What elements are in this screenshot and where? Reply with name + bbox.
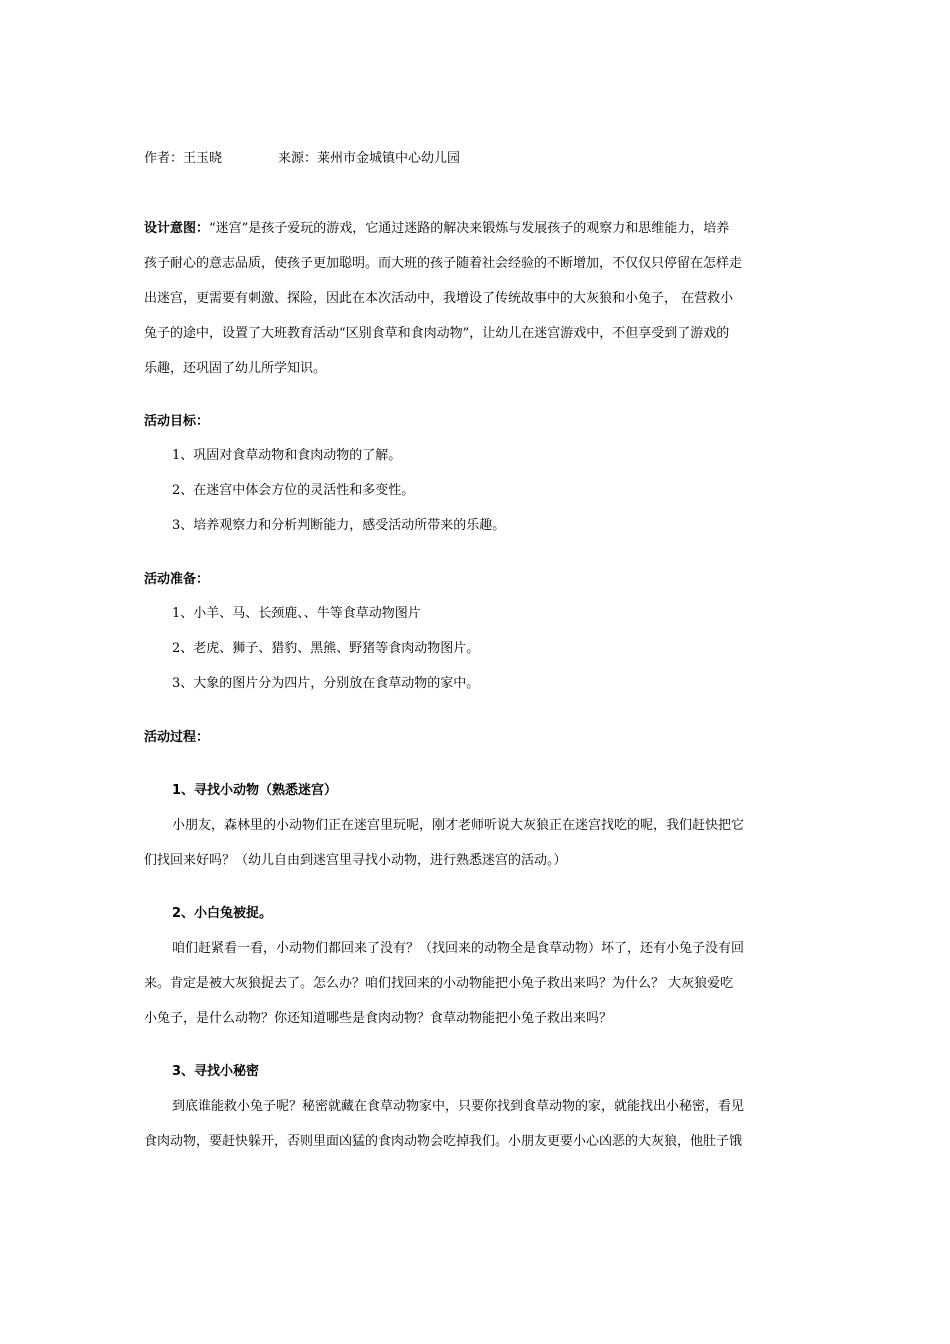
prep-item-3: 3、大象的图片分为四片，分别放在食草动物的家中。 bbox=[172, 676, 480, 691]
step3-line-2: 食肉动物，要赶快躲开，否则里面凶猛的食肉动物会吃掉我们。小朋友更要小心凶恶的大灰狼，他肚子饿 bbox=[144, 1134, 743, 1149]
step2-title: 2、小白兔被捉。 bbox=[172, 906, 273, 921]
source-text: 来源：莱州市金城镇中心幼儿园 bbox=[278, 151, 461, 166]
goal-item-2: 2、在迷宫中体会方位的灵活性和多变性。 bbox=[172, 483, 415, 498]
prep-heading: 活动准备： bbox=[144, 572, 210, 587]
design-line-1 bbox=[144, 221, 729, 237]
step3-line-1: 到底谁能救小兔子呢？秘密就藏在食草动物家中，只要你找到食草动物的家，就能找出小秘密，看见 bbox=[172, 1099, 745, 1114]
prep-item-2: 2、老虎、狮子、猎豹、黑熊、野猪等食肉动物图片。 bbox=[172, 641, 480, 656]
author-source-row bbox=[144, 151, 461, 167]
design-text-1: “迷宫”是孩子爱玩的游戏，它通过迷路的解决来锻炼与发展孩子的观察力和思维能力，培养 bbox=[209, 221, 730, 236]
step1-line-2: 们找回来好吗？（幼儿自由到迷宫里寻找小动物，进行熟悉迷宫的活动。） bbox=[144, 853, 567, 868]
goals-heading: 活动目标： bbox=[144, 414, 210, 429]
step2-line-3: 小兔子，是什么动物？你还知道哪些是食肉动物？食草动物能把小兔子救出来吗？ bbox=[144, 1011, 613, 1026]
step1-title: 1、寻找小动物（熟悉迷宫） bbox=[172, 783, 338, 798]
design-line-2: 孩子耐心的意志品质，使孩子更加聪明。而大班的孩子随着社会经验的不断增加，不仅仅只停留在怎样走 bbox=[144, 256, 743, 271]
goal-item-1: 1、巩固对食草动物和食肉动物的了解。 bbox=[172, 448, 402, 463]
step2-line-2: 来。肯定是被大灰狼捉去了。怎么办？咱们找回来的小动物能把小兔子救出来吗？为什么？ 大灰狼爱吃 bbox=[144, 976, 734, 991]
goal-item-3: 3、培养观察力和分析判断能力，感受活动所带来的乐趣。 bbox=[172, 518, 506, 533]
step2-line-1: 咱们赶紧看一看，小动物们都回来了没有？（找回来的动物全是食草动物）坏了，还有小兔子没有回 bbox=[172, 941, 745, 956]
step3-title: 3、寻找小秘密 bbox=[172, 1064, 260, 1079]
process-heading: 活动过程： bbox=[144, 730, 210, 745]
design-line-5: 乐趣，还巩固了幼儿所学知识。 bbox=[144, 361, 327, 376]
design-line-4: 兔子的途中，设置了大班教育活动“区别食草和食肉动物”，让幼儿在迷宫游戏中，不但享受到了游戏的 bbox=[144, 326, 730, 341]
step1-line-1: 小朋友，森林里的小动物们正在迷宫里玩呢，刚才老师听说大灰狼正在迷宫找吃的呢，我们赶快把它 bbox=[172, 818, 745, 833]
design-label: 设计意图： bbox=[144, 221, 210, 236]
prep-item-1: 1、小羊、马、长颈鹿、、牛等食草动物图片 bbox=[172, 606, 421, 621]
author-text: 作者：王玉晓 bbox=[144, 151, 223, 166]
design-line-3: 出迷宫，更需要有刺激、探险，因此在本次活动中，我增设了传统故事中的大灰狼和小兔子， 在营救小 bbox=[144, 291, 734, 306]
